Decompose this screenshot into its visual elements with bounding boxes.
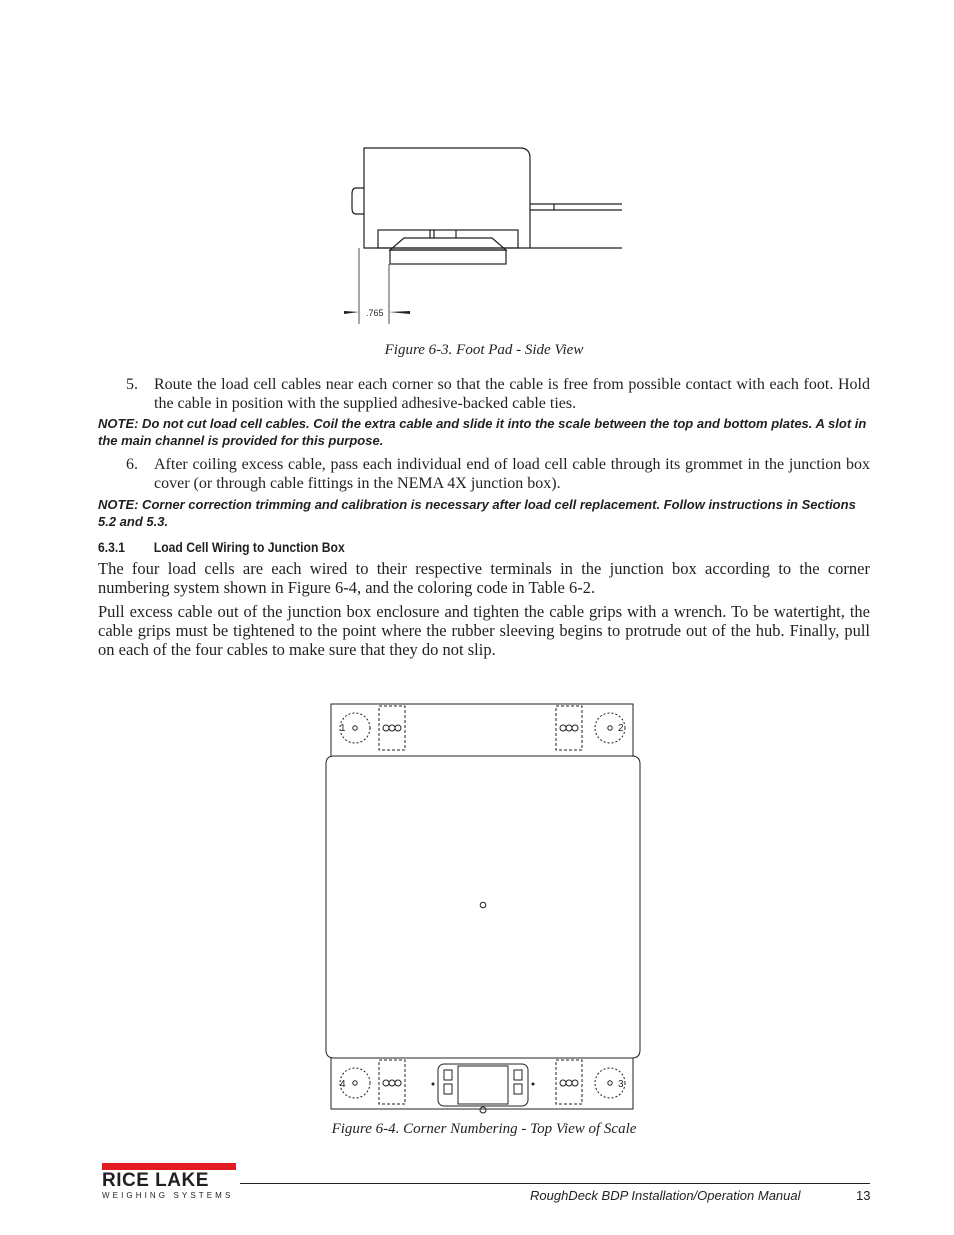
step-text: After coiling excess cable, pass each individual end of load cell cable through its grommet in the junction box cover (or through cable fittings in the NEMA 4X junction box). bbox=[154, 456, 870, 492]
step-item bbox=[98, 375, 870, 413]
logo-red-bar bbox=[102, 1163, 236, 1170]
page-number: 13 bbox=[856, 1188, 871, 1203]
corner-label: 3 bbox=[618, 1079, 624, 1090]
body-paragraph: Pull excess cable out of the junction box enclosure and tighten the cable grips with a wrench. To be watertight, the cable grips must be tightened to the point where the rubber sleeving begins to protrude out of the hub. Finally, pull on each of the four cables to make sure that they do not slip. bbox=[98, 602, 870, 659]
corner-label: 4 bbox=[340, 1079, 346, 1090]
rice-lake-logo bbox=[102, 1163, 236, 1207]
note-text: NOTE: Corner correction trimming and calibration is necessary after load cell replacement. Follow instructions in Sections 5.2 and 5.3. bbox=[98, 497, 856, 529]
logo-subtext: WEIGHING SYSTEMS bbox=[102, 1191, 234, 1200]
body-paragraph: The four load cells are each wired to their respective terminals in the junction box according to the corner numbering system shown in Figure 6-4, and the coloring code in Table 6-2. bbox=[98, 559, 870, 597]
figure-caption-top-view: Figure 6-4. Corner Numbering - Top View of Scale bbox=[331, 1121, 637, 1137]
step-number: 5. bbox=[126, 376, 138, 393]
footer-manual-title: RoughDeck BDP Installation/Operation Manual bbox=[530, 1188, 801, 1203]
footer-rule bbox=[240, 1183, 870, 1184]
section-title: Load Cell Wiring to Junction Box bbox=[153, 540, 345, 555]
note-text: NOTE: Do not cut load cell cables. Coil the extra cable and slide it into the scale between the top and bottom plates. A slot in the main channel is provided for this purpose. bbox=[98, 416, 867, 448]
scale-top-view-figure bbox=[320, 698, 646, 1118]
dimension-label: .765 bbox=[366, 308, 384, 318]
corner-label: 2 bbox=[618, 723, 624, 734]
step-text: Route the load cell cables near each corner so that the cable is free from possible contact with each foot. Hold the cable in position with the supplied adhesive-backed cable ties. bbox=[154, 376, 870, 412]
section-heading bbox=[98, 540, 345, 555]
corner-label: 1 bbox=[340, 723, 346, 734]
step-item bbox=[98, 455, 870, 493]
foot-pad-side-view-figure bbox=[330, 140, 630, 330]
section-number: 6.3.1 bbox=[98, 540, 126, 555]
figure-caption-foot-pad: Figure 6-3. Foot Pad - Side View bbox=[384, 342, 584, 358]
step-number: 6. bbox=[126, 456, 138, 473]
logo-wordmark: RICE LAKE bbox=[102, 1170, 209, 1191]
